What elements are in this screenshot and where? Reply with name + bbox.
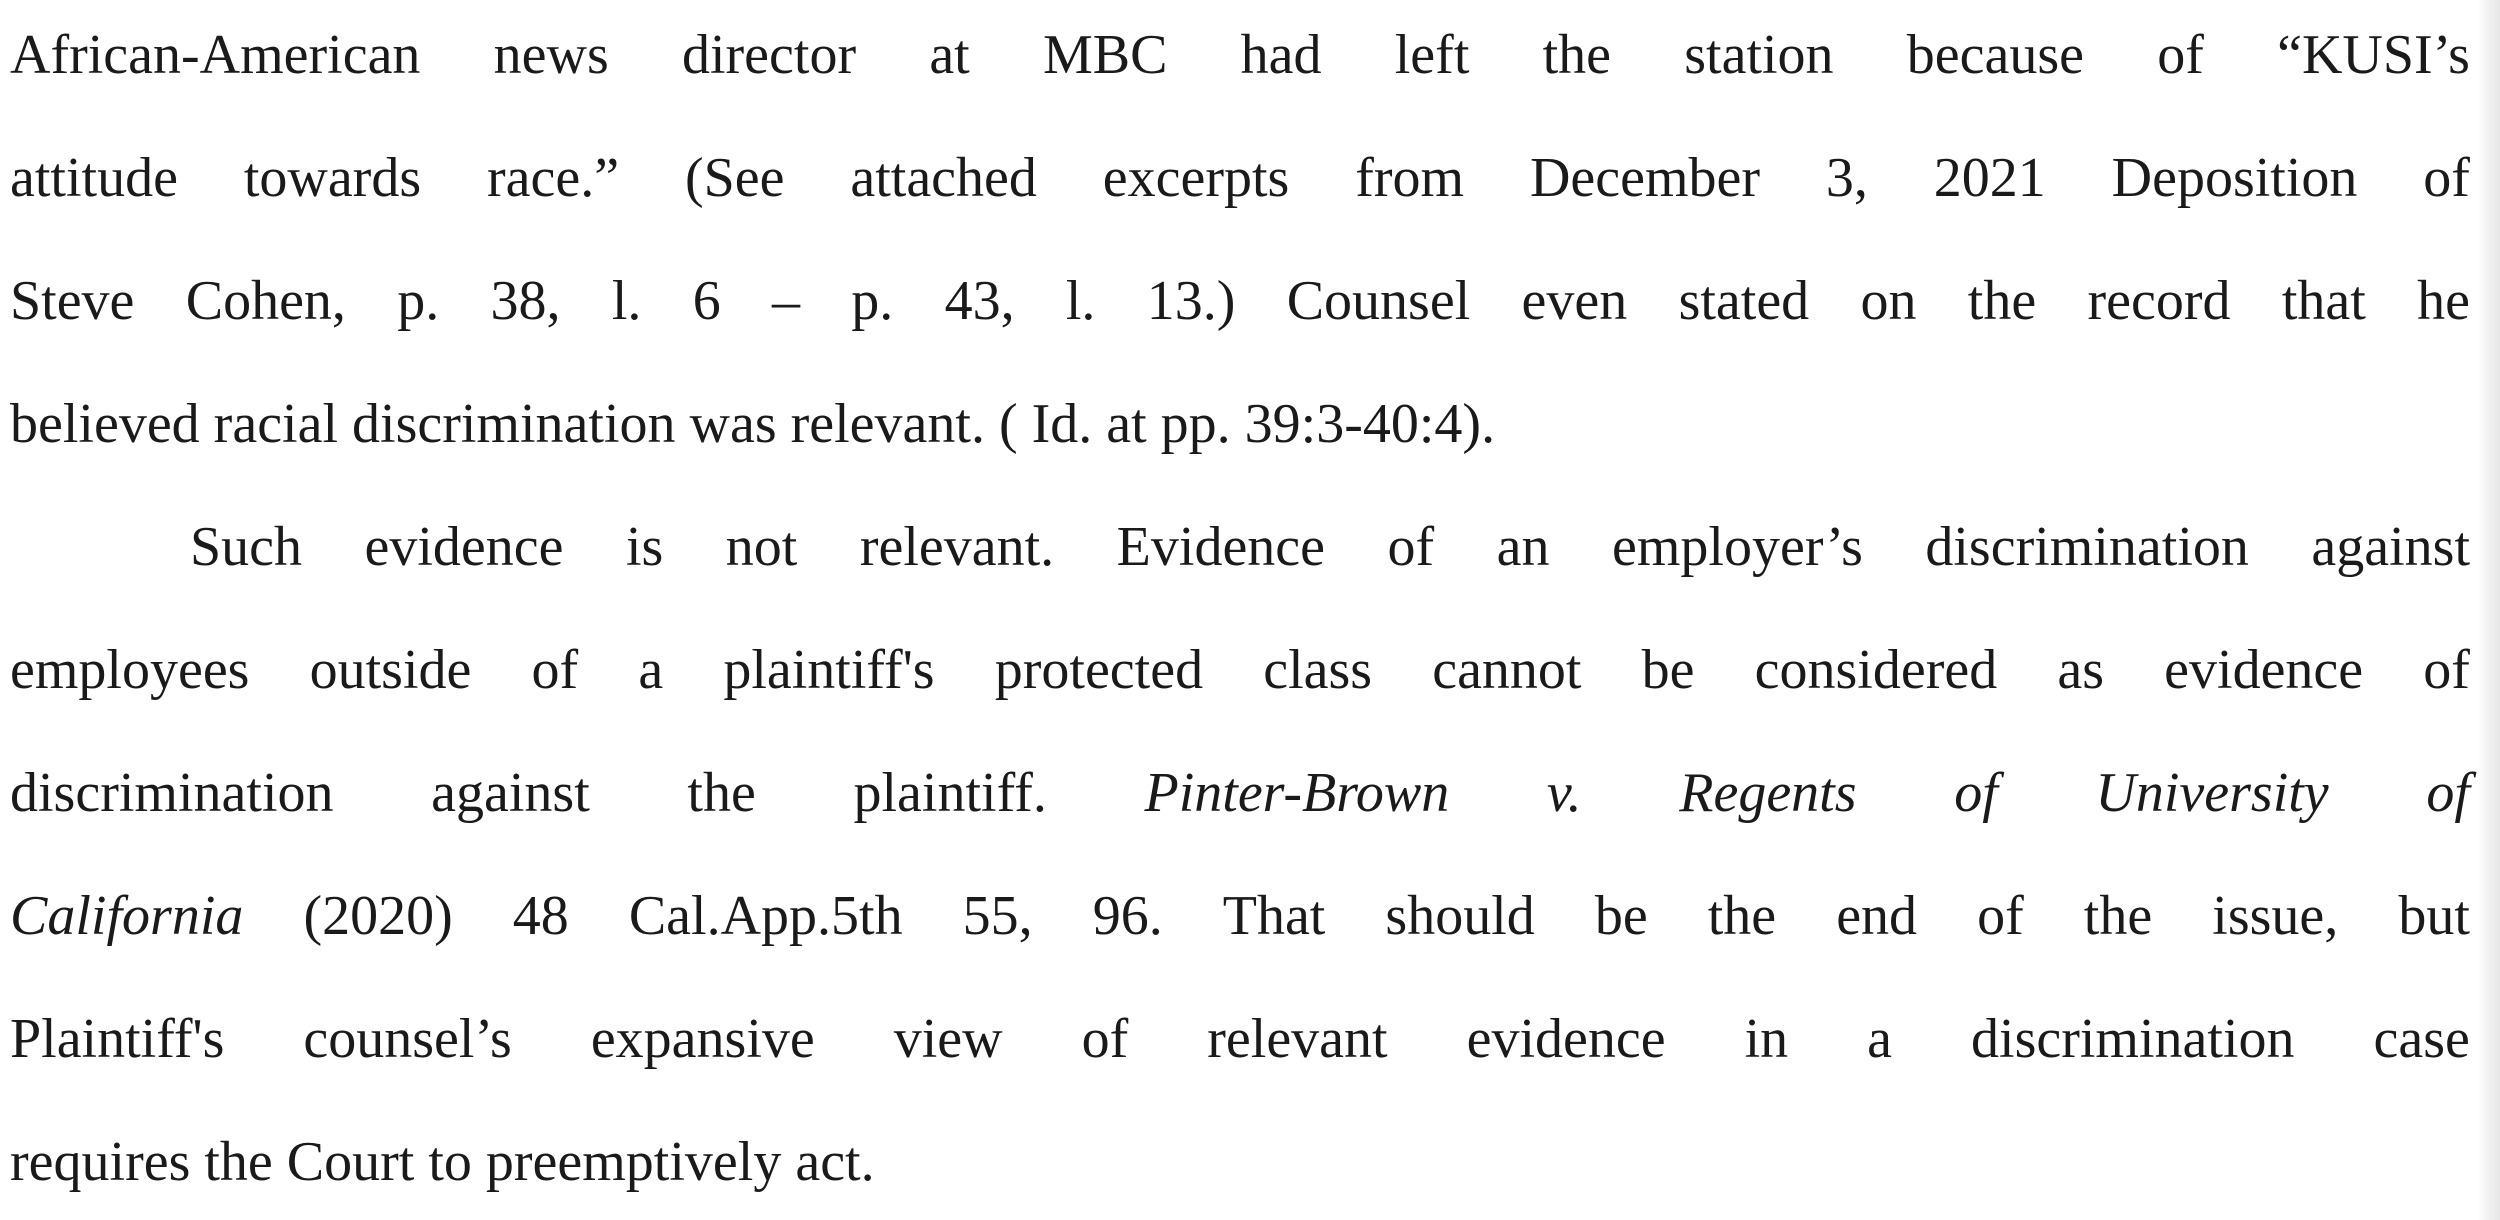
word: the [687,762,756,824]
case-citation-word: v. [1546,762,1582,824]
word: end [1836,885,1918,947]
word: is [625,516,664,578]
word: of [1977,885,2024,947]
word: case [2373,1008,2470,1070]
word: of [1387,516,1435,578]
word: attitude [10,147,178,209]
word: evidence [1466,1008,1666,1070]
word: director [681,24,857,86]
word: MBC [1042,24,1168,86]
word: December [1529,147,1761,209]
text-line-9 [10,1004,2470,1074]
word: 3, [1825,147,1868,209]
word: of [531,639,579,701]
word: 6 [692,270,721,332]
word: p. [397,270,440,332]
word: 43, [944,270,1015,332]
word: left [1394,24,1470,86]
word: a [638,639,664,701]
word: but [2398,885,2470,947]
word: outside [309,639,472,701]
text-line-6 [10,635,2470,705]
word: evidence [2164,639,2364,701]
word: had [1240,24,1322,86]
word: against [2311,516,2470,578]
word: 48 [512,885,569,947]
word: record [2087,270,2231,332]
word: counsel’s [303,1008,512,1070]
word: cannot [1432,639,1582,701]
word: station [1684,24,1834,86]
word: a [1867,1008,1893,1070]
case-citation-word: Regents [1679,762,1857,824]
word: Deposition [2111,147,2358,209]
word: Steve [10,270,135,332]
text-line-3 [10,266,2470,336]
word: plaintiff. [853,762,1047,824]
word: (See [684,147,785,209]
word: That [1222,885,1326,947]
word: of [2423,147,2470,209]
text-line-4: believed racial discrimination was relevant. ( Id. at pp. 39:3-40:4). [10,393,1496,455]
text-line-10: requires the Court to preemptively act. [10,1131,875,1193]
word: because [1906,24,2084,86]
case-citation-word: University [2095,762,2329,824]
word: against [431,762,590,824]
word: discrimination [10,762,334,824]
word: of [1081,1008,1129,1070]
text-line-1 [10,20,2470,90]
word: the [1542,24,1612,86]
word: 55, [962,885,1033,947]
word: even [1521,270,1628,332]
word: in [1744,1008,1789,1070]
word: as [2057,639,2105,701]
word: attached [850,147,1037,209]
case-citation-word: of [1954,762,1998,824]
word: class [1263,639,1373,701]
word: not [725,516,798,578]
word: the [2083,885,2153,947]
word: excerpts [1102,147,1290,209]
word: employer’s [1611,516,1863,578]
text-line-2 [10,143,2470,213]
word: employees [10,639,250,701]
word: l. [1065,270,1096,332]
word: news [493,24,609,86]
word: Evidence [1116,516,1326,578]
word: of [2423,639,2470,701]
word: Cal.App.5th [628,885,903,947]
word: towards [243,147,422,209]
word: (2020) [303,885,453,947]
case-citation-word: California [10,885,244,947]
word: be [1641,639,1695,701]
word: stated [1678,270,1810,332]
word: at [929,24,970,86]
word: relevant [1207,1008,1388,1070]
word: – [771,270,800,332]
word: l. [611,270,642,332]
word: view [893,1008,1003,1070]
case-citation-word: Pinter-Brown [1144,762,1450,824]
page-edge-shadow [2478,0,2500,1220]
word: plaintiff's [723,639,935,701]
word: 2021 [1933,147,2046,209]
word: Cohen, [185,270,346,332]
word: should [1385,885,1535,947]
case-citation-word: of [2426,762,2470,824]
word: evidence [364,516,564,578]
word: African-American [10,24,421,86]
word: an [1496,516,1550,578]
word: expansive [590,1008,815,1070]
word: relevant. [859,516,1055,578]
word: Plaintiff's [10,1008,225,1070]
word: discrimination [1971,1008,2295,1070]
word: from [1355,147,1465,209]
word: on [1860,270,1917,332]
word: that [2281,270,2366,332]
word: Counsel [1286,270,1471,332]
word: 13.) [1146,270,1236,332]
word: race.” [487,147,620,209]
text-line-7 [10,758,2470,828]
word: the [1707,885,1777,947]
word: of [2157,24,2204,86]
word: discrimination [1925,516,2249,578]
word: considered [1754,639,1998,701]
word: “KUSI’s [2277,24,2470,86]
word: he [2417,270,2470,332]
word: 96. [1092,885,1163,947]
word: be [1594,885,1648,947]
word: 38, [490,270,561,332]
text-line-8 [10,881,2470,951]
word: the [1967,270,2037,332]
word: Such [190,516,302,578]
word: issue, [2212,885,2339,947]
word: protected [994,639,1204,701]
text-line-5 [10,512,2470,582]
word: p. [851,270,894,332]
